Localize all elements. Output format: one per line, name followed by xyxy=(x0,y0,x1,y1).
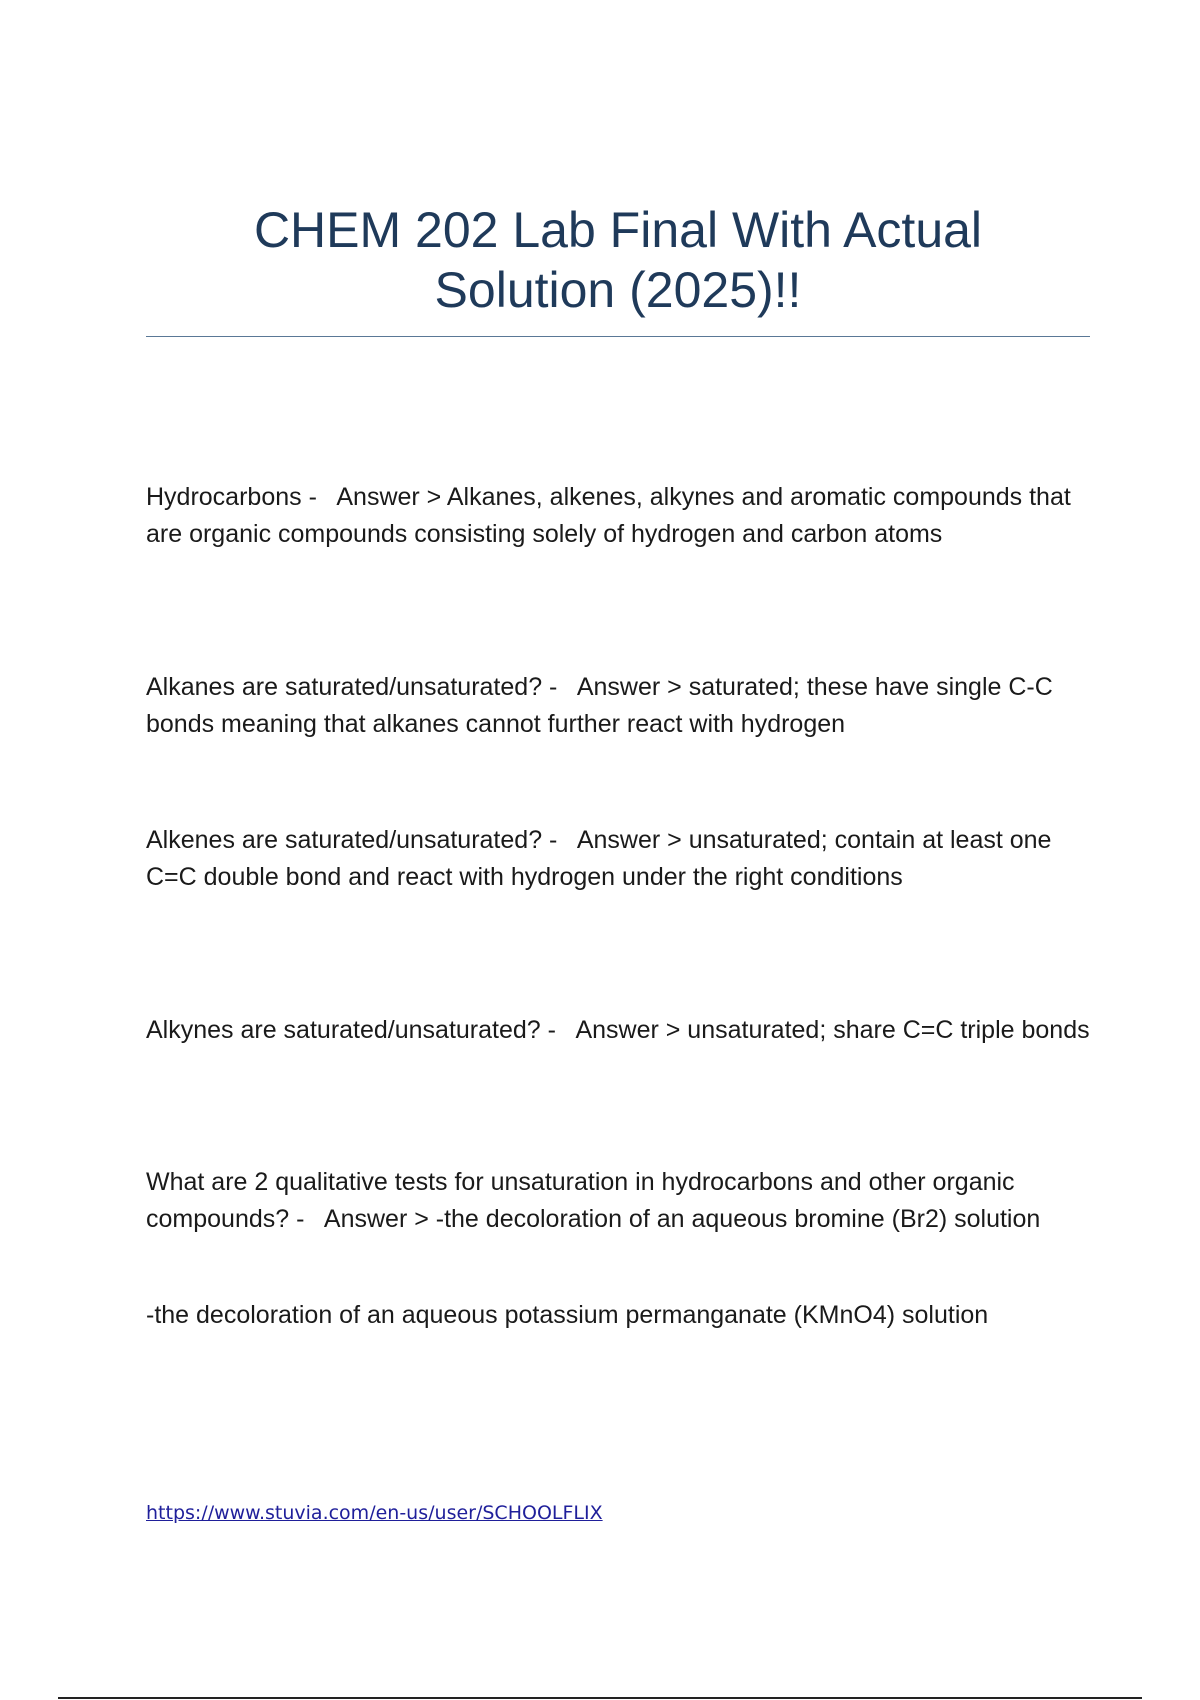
title-line-1: CHEM 202 Lab Final With Actual xyxy=(253,202,983,258)
title-divider xyxy=(146,336,1090,337)
answer-text: Answer > saturated; these have single C-C bonds meaning that alkanes cannot further react with hydrogen xyxy=(146,673,1053,738)
answer-text: Answer > Alkanes, alkenes, alkynes and aromatic compounds that are organic compounds consisting solely of hydrogen and carbon atoms xyxy=(146,483,1071,548)
answer-text: Answer > -the decoloration of an aqueous bromine (Br2) solution xyxy=(323,1205,1041,1233)
qa-item-unsaturation-tests xyxy=(146,1164,1090,1238)
qa-item-alkenes xyxy=(146,822,1090,896)
title-line-2: Solution (2025)!! xyxy=(434,262,802,318)
question-text: Alkynes are saturated/unsaturated? - xyxy=(146,1016,556,1044)
question-text: Alkenes are saturated/unsaturated? - xyxy=(146,826,558,854)
qa-item-alkynes xyxy=(146,1012,1090,1049)
question-text: Hydrocarbons - xyxy=(146,483,317,511)
question-text: Alkanes are saturated/unsaturated? - xyxy=(146,673,558,701)
answer-continued-text: -the decoloration of an aqueous potassium permanganate (KMnO4) solution xyxy=(146,1301,989,1329)
stuvia-profile-link[interactable]: https://www.stuvia.com/en-us/user/SCHOOLFLIX xyxy=(146,1502,603,1524)
question-text: What are 2 qualitative tests for unsaturation in hydrocarbons and other organic compounds? - xyxy=(146,1168,1015,1233)
qa-item-alkanes xyxy=(146,669,1090,743)
footer-divider xyxy=(58,1697,1142,1699)
answer-text: Answer > unsaturated; share C=C triple bonds xyxy=(575,1016,1090,1044)
answer-text: Answer > unsaturated; contain at least one C=C double bond and react with hydrogen under the right conditions xyxy=(146,826,1052,891)
document-title xyxy=(146,200,1090,320)
qa-item-hydrocarbons xyxy=(146,479,1090,553)
